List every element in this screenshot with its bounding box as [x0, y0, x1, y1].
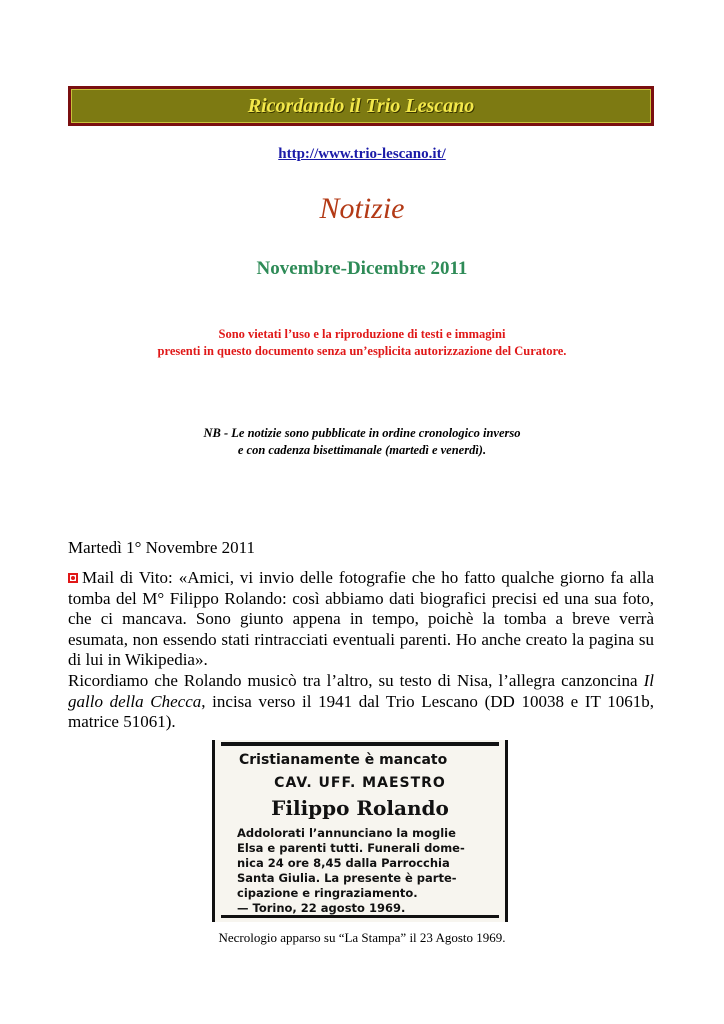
clipping-line-2: CAV. UFF. MAESTRO — [274, 775, 446, 791]
clipping-body — [237, 826, 493, 916]
clipping-body-line-2: Elsa e parenti tutti. Funerali dome- — [237, 841, 465, 855]
banner-title: Ricordando il Trio Lescano — [247, 94, 475, 117]
nb-line-1: NB - Le notizie sono pubblicate in ordine cronologico inverso — [203, 426, 521, 440]
clipping-body-line-4: Santa Giulia. La presente è parte- — [237, 871, 457, 885]
site-url — [0, 146, 724, 163]
entry-paragraph-2 — [68, 671, 654, 733]
clipping-body-line-1: Addolorati l’annunciano la moglie — [237, 826, 456, 840]
paragraph-1-text: Mail di Vito: «Amici, vi invio delle fotografie che ho fatto qualche giorno fa alla tomba del M° Filippo Rolando: così abbiamo dati biografici precisi ed una sua foto, che ci mancava. Sono giunto appena in tempo, poichè la tomba a breve verrà esumata, non essendo stati rintracciati eventuali parenti. Ho anche creato la pagina su di lui in Wikipedia». — [68, 568, 654, 670]
clipping-line-1: Cristianamente è mancato — [239, 752, 448, 768]
copyright-warning — [0, 326, 724, 360]
paragraph-2-end: , incisa verso il 1941 dal Trio Lescano (DD 10038 e IT 1061b, matrice 51061). — [68, 691, 654, 732]
clipping-top-rule — [221, 742, 499, 746]
bullet-icon — [68, 573, 78, 583]
site-link[interactable]: http://www.trio-lescano.it/ — [278, 146, 446, 162]
banner-panel — [71, 89, 651, 123]
clipping-body-line-5: cipazione e ringraziamento. — [237, 886, 418, 900]
nb-line-2: e con cadenza bisettimanale (martedì e venerdì). — [237, 443, 487, 457]
clipping-bottom-rule — [221, 915, 499, 918]
clipping-name: Filippo Rolando — [271, 796, 449, 820]
clipping-caption: Necrologio apparso su “La Stampa” il 23 Agosto 1969. — [218, 930, 506, 945]
period-heading: Novembre-Dicembre 2011 — [256, 258, 468, 279]
entry-paragraph-1 — [68, 568, 654, 671]
warning-line-1: Sono vietati l’uso e la riproduzione di testi e immagini — [218, 327, 506, 341]
clipping-body-line-3: nica 24 ore 8,45 dalla Parrocchia — [237, 856, 450, 870]
nb-note — [0, 425, 724, 459]
page-title: Notizie — [319, 192, 405, 225]
song-title: Il gallo della Checca — [68, 670, 654, 711]
warning-line-2: presenti in questo documento senza un’esplicita autorizzazione del Curatore. — [157, 344, 567, 358]
paragraph-2-start: Ricordiamo che Rolando musicò tra l’altro, su testo di Nisa, l’allegra canzoncina — [68, 670, 644, 690]
obituary-clipping — [212, 740, 508, 922]
site-banner — [68, 86, 654, 126]
entry-date: Martedì 1° Novembre 2011 — [68, 538, 255, 557]
entry-body — [68, 568, 654, 733]
clipping-body-line-6: — Torino, 22 agosto 1969. — [237, 901, 406, 915]
